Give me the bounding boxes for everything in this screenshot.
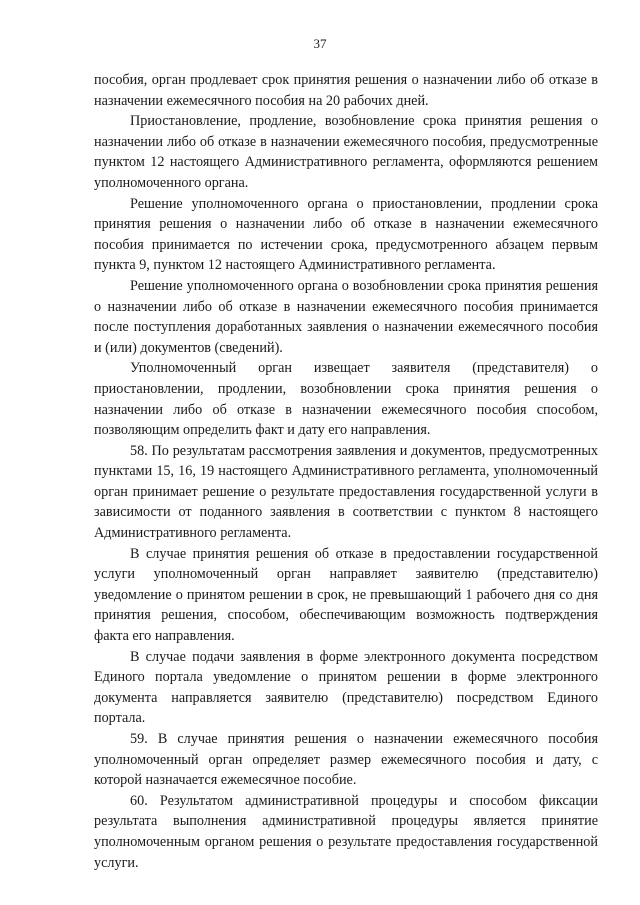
page-number: 37 [313, 36, 327, 51]
paragraph: 60. Результатом административной процедуры и способом фиксации результата выполнения административной процедуры является принятие уполномоченным органом решения о результате предоставления государственной услуги. [94, 792, 598, 871]
paragraph: Решение уполномоченного органа о возобновлении срока принятия решения о назначении либо об отказе в назначении ежемесячного пособия принимается после поступления доработанных заявления о назначении ежемесячного пособия и (или) документов (сведений). [94, 277, 598, 356]
paragraph: Приостановление, продление, возобновление срока принятия решения о назначении либо об отказе в назначении ежемесячного пособия, предусмотренные пунктом 12 настоящего Административного регламента, оформляются решением уполномоченного органа. [94, 113, 598, 191]
document-body [94, 70, 598, 873]
paragraph: 58. По результатам рассмотрения заявления и документов, предусмотренных пунктами 15, 16, 19 настоящего Административного регламента, уполномоченный орган принимает решение о результате предоставления государственной услуги в зависимости от поданного заявления в соответствии с пунктом 8 настоящего Административного регламента. [94, 442, 598, 542]
paragraph: В случае принятия решения об отказе в предоставлении государственной услуги уполномоченный орган направляет заявителю (представителю) уведомление о принятом решении в срок, не превышающий 1 рабочего дня со дня принятия решения, способом, обеспечивающим возможность подтверждения факта его направления. [94, 545, 598, 645]
paragraph: Уполномоченный орган извещает заявителя (представителя) о приостановлении, продлении, возобновлении срока принятия решения о назначении либо об отказе в назначении ежемесячного пособия способом, позволяющим определить факт и дату его направления. [94, 360, 598, 439]
paragraph: Решение уполномоченного органа о приостановлении, продлении срока принятия решения о назначении либо об отказе в назначении ежемесячного пособия принимается по истечении срока, предусмотренного абзацем первым пункта 9, пунктом 12 настоящего Административного регламента. [94, 195, 598, 274]
paragraph: 59. В случае принятия решения о назначении ежемесячного пособия уполномоченный орган определяет размер ежемесячного пособия и дату, с которой назначается ежемесячное пособие. [94, 731, 598, 789]
paragraph: В случае подачи заявления в форме электронного документа посредством Единого портала уведомление о принятом решении в форме электронного документа направляется заявителю (представителю) посредством Единого портала. [94, 648, 598, 727]
paragraph: пособия, орган продлевает срок принятия решения о назначении либо об отказе в назначении ежемесячного пособия на 20 рабочих дней. [94, 72, 598, 109]
